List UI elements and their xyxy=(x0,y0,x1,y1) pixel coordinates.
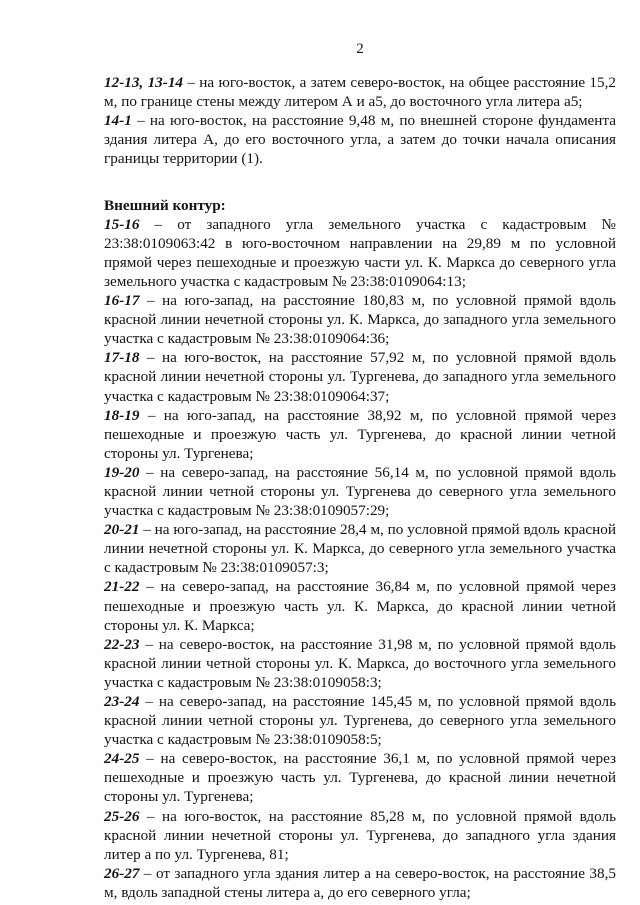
segment-text: – на юго-восток, на расстояние 85,28 м, по условной прямой вдоль красной линии нечетной стороны ул. Тургенева, до западного угла здания литер а по ул. Тургенева, 81; xyxy=(104,807,616,863)
page-number: 2 xyxy=(356,41,364,57)
section-gap xyxy=(104,169,616,196)
boundary-paragraph xyxy=(104,215,616,291)
section-title: Внешний контур: xyxy=(104,196,226,214)
segment-text: – на юго-восток, а затем северо-восток, на общее расстояние 15,2 м, по границе стены между литером А и а5, до восточного угла литера а5; xyxy=(104,74,616,111)
segment-text: – на северо-запад, на расстояние 145,45 м, по условной прямой вдоль красной линии четной стороны ул. Тургенева, до северного угла земельного участка с кадастровым № 23:38:0109058:5; xyxy=(104,693,616,749)
segment-code: 15-16 xyxy=(104,215,140,233)
segment-text: – от западного угла земельного участка с кадастровым № 23:38:0109063:42 в юго-восточном направлении на 29,89 м по условной прямой через пешеходные и проезжую части ул. К. Маркса до северного угла земельного участка с кадастровым № 23:38:0109064:13; xyxy=(104,215,616,290)
segment-text: – на юго-запад, на расстояние 28,4 м, по условной прямой вдоль красной линии нечетной стороны ул. К. Маркса, до северного угла земельного участка с кадастровым № 23:38:0109057:3; xyxy=(104,521,616,577)
document-page xyxy=(104,40,616,902)
boundary-paragraph xyxy=(104,807,616,864)
boundary-paragraph xyxy=(104,348,616,405)
top-paragraphs xyxy=(104,73,616,168)
segment-code: 22-23 xyxy=(104,635,140,653)
segment-code: 21-22 xyxy=(104,578,140,596)
segment-text: – на северо-запад, на расстояние 56,14 м, по условной прямой вдоль красной линии четной стороны ул. Тургенева до северного угла земельного участка с кадастровым № 23:38:0109057:29; xyxy=(104,463,616,520)
segment-code: 17-18 xyxy=(104,349,140,367)
segment-text: – на юго-восток, на расстояние 9,48 м, по внешней стороне фундамента здания литера А, до его восточного угла, а затем до точки начала описания границы территории (1). xyxy=(104,112,616,168)
segment-text: – на юго-запад, на расстояние 38,92 м, по условной прямой через пешеходные и проезжую часть ул. Тургенева, до красной линии четной стороны ул. Тургенева; xyxy=(104,406,616,462)
boundary-paragraph xyxy=(104,520,616,577)
boundary-paragraph xyxy=(104,406,616,463)
segment-code: 20-21 xyxy=(104,521,140,539)
segment-code: 26-27 xyxy=(104,864,140,882)
boundary-paragraph xyxy=(104,864,616,902)
boundary-paragraph xyxy=(104,692,616,749)
boundary-paragraph xyxy=(104,291,616,348)
boundary-paragraph xyxy=(104,111,616,168)
segment-code: 23-24 xyxy=(104,693,140,710)
boundary-paragraph xyxy=(104,577,616,634)
segment-text: – на северо-восток, на расстояние 31,98 м, по условной прямой вдоль красной линии четной стороны ул. К. Маркса, до восточного угла земельного участка с кадастровым № 23:38:0109058:3; xyxy=(104,635,616,691)
segment-text: – на северо-восток, на расстояние 36,1 м, по условной прямой через пешеходные и проезжую часть ул. Тургенева, до красной линии нечетной стороны ул. Тургенева; xyxy=(104,750,616,806)
segment-code: 19-20 xyxy=(104,463,140,481)
segment-code: 25-26 xyxy=(104,807,140,825)
segment-code: 14-1 xyxy=(104,112,132,130)
boundary-paragraph xyxy=(104,635,616,692)
boundary-paragraph xyxy=(104,463,616,520)
segment-text: – на северо-запад, на расстояние 36,84 м, по условной прямой через пешеходные и проезжую часть ул. К. Маркса, до красной линии четной стороны ул. К. Маркса; xyxy=(104,578,616,634)
segment-code: 12-13, 13-14 xyxy=(104,74,184,92)
boundary-paragraph xyxy=(104,73,616,111)
outer-contour-paragraphs xyxy=(104,215,616,902)
boundary-paragraph xyxy=(104,749,616,806)
segment-code: 18-19 xyxy=(104,406,140,424)
segment-code: 16-17 xyxy=(104,292,140,310)
segment-text: – на юго-запад, на расстояние 180,83 м, по условной прямой вдоль красной линии нечетной стороны ул. К. Маркса, до западного угла земельного участка с кадастровым № 23:38:0109064:36; xyxy=(104,292,616,348)
segment-code: 24-25 xyxy=(104,750,140,768)
segment-text: – на юго-восток, на расстояние 57,92 м, по условной прямой вдоль красной линии нечетной стороны ул. Тургенева, до западного угла земельного участка с кадастровым № 23:38:0109064:37; xyxy=(104,349,616,405)
segment-text: – от западного угла здания литер а на северо-восток, на расстояние 38,5 м, вдоль западной стены литера а, до его северного угла; xyxy=(104,864,616,901)
